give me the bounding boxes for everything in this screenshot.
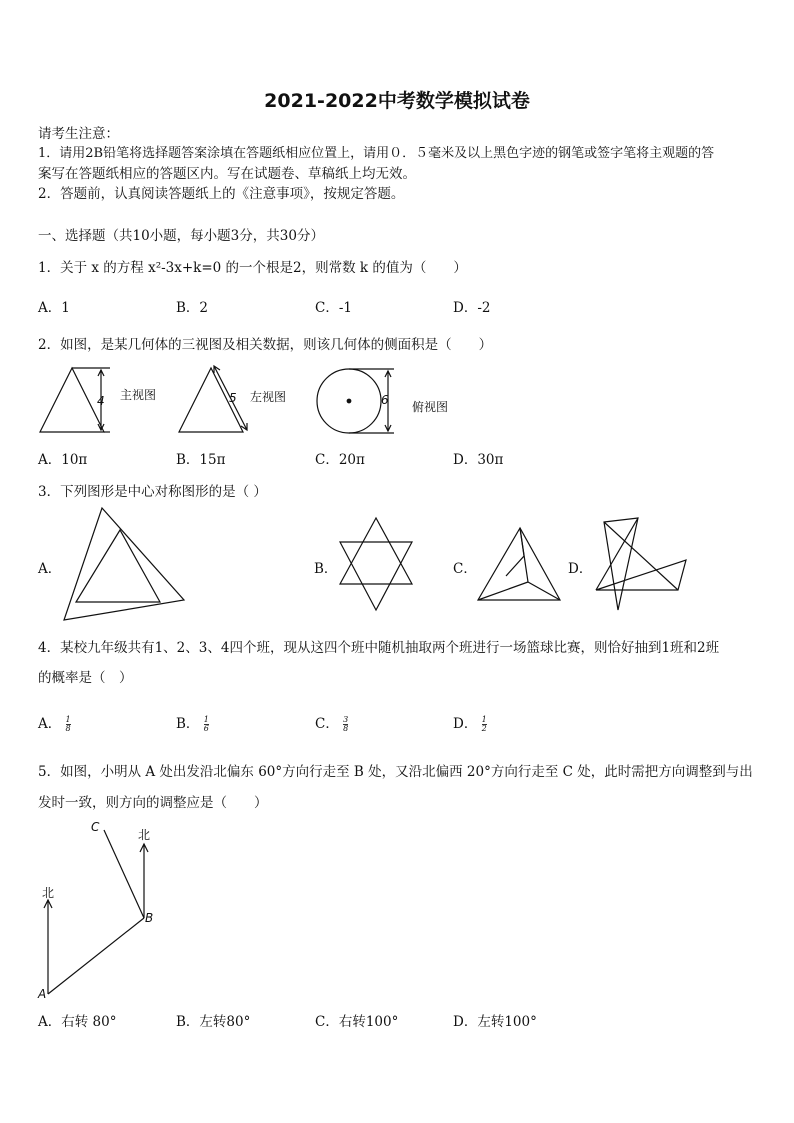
question-2-stem: 2．如图，是某几何体的三视图及相关数据，则该几何体的侧面积是（ ） xyxy=(38,337,493,353)
q5-north-label-a: 北 xyxy=(42,886,55,900)
question-1-stem: 1．关于 x 的方程 x²-3x+k=0 的一个根是2，则常数 k 的值为（ ） xyxy=(38,260,467,276)
q2-top-dim: 6 xyxy=(381,393,389,407)
q4-option-d[interactable] xyxy=(453,712,487,733)
q2-option-c[interactable]: C．20π xyxy=(315,452,365,468)
q5-point-c-label: C xyxy=(91,820,100,834)
notice-line-2: 2．答题前，认真阅读答题纸上的《注意事项》，按规定答题。 xyxy=(38,186,405,202)
q4-option-c-letter: C． xyxy=(315,716,339,732)
q2-top-view xyxy=(316,367,406,437)
q1-option-c[interactable]: C．-1 xyxy=(315,300,352,316)
question-3-stem: 3．下列图形是中心对称图形的是（ ） xyxy=(38,484,267,500)
q2-option-b[interactable]: B．15π xyxy=(176,452,226,468)
q4-option-a[interactable] xyxy=(38,712,71,733)
q1-option-d[interactable]: D．-2 xyxy=(453,300,491,316)
q5-option-c[interactable]: C．右转100° xyxy=(315,1014,399,1030)
q2-left-dim: 5 xyxy=(229,391,237,405)
q4-option-b[interactable] xyxy=(176,712,209,733)
q3-figure-d xyxy=(594,516,690,612)
q5-option-b[interactable]: B．左转80° xyxy=(176,1014,251,1030)
q2-option-d[interactable]: D．30π xyxy=(453,452,504,468)
q1-option-a[interactable]: A．1 xyxy=(38,300,70,316)
q2-front-dim: 4 xyxy=(97,394,105,408)
notice-line-1a: 1．请用2B铅笔将选择题答案涂填在答题纸相应位置上，请用０．５毫米及以上黑色字迹的钢笔或签字笔将主观题的答 xyxy=(38,146,715,161)
q3-figure-b xyxy=(336,516,416,612)
q4-option-a-fraction: $\frac{1}{8}$ xyxy=(65,715,71,733)
notice-heading: 请考生注意： xyxy=(38,126,119,142)
q4-option-d-letter: D． xyxy=(453,716,478,732)
q4-option-c[interactable] xyxy=(315,712,348,733)
q2-front-view xyxy=(38,366,118,436)
question-4-stem-a: 4．某校九年级共有1、2、3、4四个班，现从这四个班中随机抽取两个班进行一场篮球比赛，则恰好抽到1班和2班 xyxy=(38,640,720,656)
q5-option-a[interactable]: A．右转 80° xyxy=(38,1014,117,1030)
q2-top-label: 俯视图 xyxy=(412,400,449,414)
q2-left-view xyxy=(177,366,257,436)
q3-option-a[interactable]: A． xyxy=(38,561,62,577)
section-heading: 一、选择题（共10小题，每小题3分，共30分） xyxy=(38,228,324,244)
q4-option-b-letter: B． xyxy=(176,716,200,732)
q5-point-a-label: A xyxy=(38,987,47,1001)
q3-figure-c xyxy=(476,526,562,602)
notice-line-1b: 案写在答题纸相应的答题区内。写在试题卷、草稿纸上均无效。 xyxy=(38,166,416,182)
q2-left-label: 左视图 xyxy=(250,390,287,404)
q1-option-b[interactable]: B．2 xyxy=(176,300,209,316)
q4-option-d-fraction: $\frac{1}{2}$ xyxy=(481,715,487,733)
question-5-stem-b: 发时一致，则方向的调整应是（ ） xyxy=(38,795,268,811)
question-5-stem-a: 5．如图，小明从 A 处出发沿北偏东 60°方向行走至 B 处，又沿北偏西 20°方向行走至 C 处，此时需把方向调整到与出 xyxy=(38,764,753,780)
q5-north-label-b: 北 xyxy=(138,828,151,842)
q4-option-c-fraction: $\frac{3}{8}$ xyxy=(343,715,349,733)
q4-option-a-letter: A． xyxy=(38,716,62,732)
page-title: 2021-2022中考数学模拟试卷 xyxy=(264,90,530,112)
q2-option-a[interactable]: A．10π xyxy=(38,452,88,468)
q4-option-b-fraction: $\frac{1}{6}$ xyxy=(203,715,209,733)
q5-option-d[interactable]: D．左转100° xyxy=(453,1014,537,1030)
q3-option-c[interactable]: C． xyxy=(453,561,477,577)
q3-option-d[interactable]: D． xyxy=(568,561,593,577)
question-4-stem-b: 的概率是（ ） xyxy=(38,670,133,686)
q3-figure-a xyxy=(60,508,190,624)
q2-front-label: 主视图 xyxy=(120,388,157,402)
q5-point-b-label: B xyxy=(145,911,154,925)
q3-option-b[interactable]: B． xyxy=(314,561,338,577)
